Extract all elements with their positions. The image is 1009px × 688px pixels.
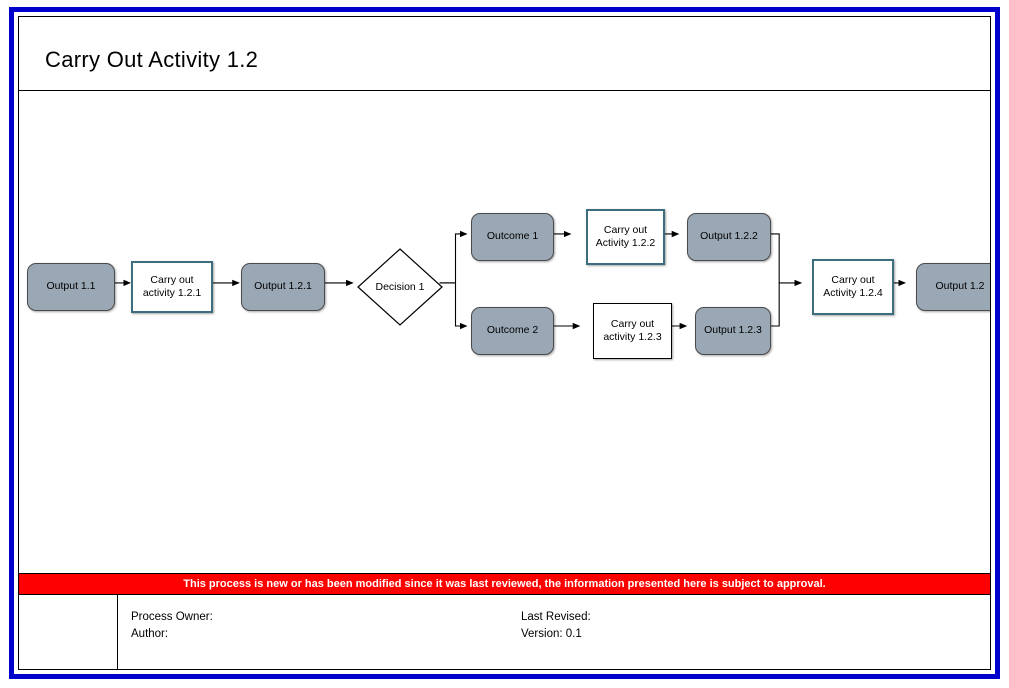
node-output-1-2-3[interactable] (695, 307, 771, 355)
node-activity-1-2-1[interactable] (131, 261, 213, 313)
node-outcome-1[interactable] (471, 213, 554, 261)
node-output-1-2[interactable] (916, 263, 990, 311)
review-notice-text: This process is new or has been modified since it was last reviewed, the information presented here is subject to approval. (183, 578, 826, 590)
footer-owner-block (131, 609, 213, 642)
process-owner-label: Process Owner: (131, 611, 213, 623)
flowchart-canvas (19, 91, 990, 563)
node-label: Carry out activity 1.2.3 (603, 317, 662, 343)
page-frame-inner (18, 16, 991, 670)
node-label: Output 1.1 (46, 280, 96, 293)
node-label: Carry out Activity 1.2.2 (595, 223, 656, 249)
footer-revision-block (521, 609, 591, 642)
node-label: Output 1.2.1 (254, 280, 312, 293)
page-frame (9, 7, 1000, 679)
node-label: Outcome 1 (486, 230, 539, 243)
node-decision-1[interactable] (356, 247, 444, 327)
node-outcome-2[interactable] (471, 307, 554, 355)
author-label: Author: (131, 627, 169, 640)
node-activity-1-2-3[interactable] (593, 303, 672, 359)
node-label: Outcome 2 (486, 324, 539, 337)
node-label: Decision 1 (375, 281, 425, 293)
node-output-1-2-2[interactable] (687, 213, 771, 261)
review-notice-banner (19, 573, 990, 595)
node-activity-1-2-4[interactable] (812, 259, 894, 315)
footer-divider (117, 595, 118, 669)
footer (19, 595, 990, 669)
node-label: Output 1.2.2 (700, 230, 758, 243)
page-title: Carry Out Activity 1.2 (45, 47, 259, 72)
node-label: Carry out Activity 1.2.4 (823, 273, 883, 299)
node-output-1-1[interactable] (27, 263, 115, 311)
node-label: Output 1.2 (935, 280, 985, 293)
version-label: Version: 0.1 (521, 627, 582, 640)
last-revised-label: Last Revised: (521, 611, 591, 623)
title-bar (19, 17, 990, 91)
node-output-1-2-1[interactable] (241, 263, 325, 311)
node-label: Carry out activity 1.2.1 (142, 273, 202, 299)
node-activity-1-2-2[interactable] (586, 209, 665, 265)
node-label: Output 1.2.3 (704, 324, 762, 337)
